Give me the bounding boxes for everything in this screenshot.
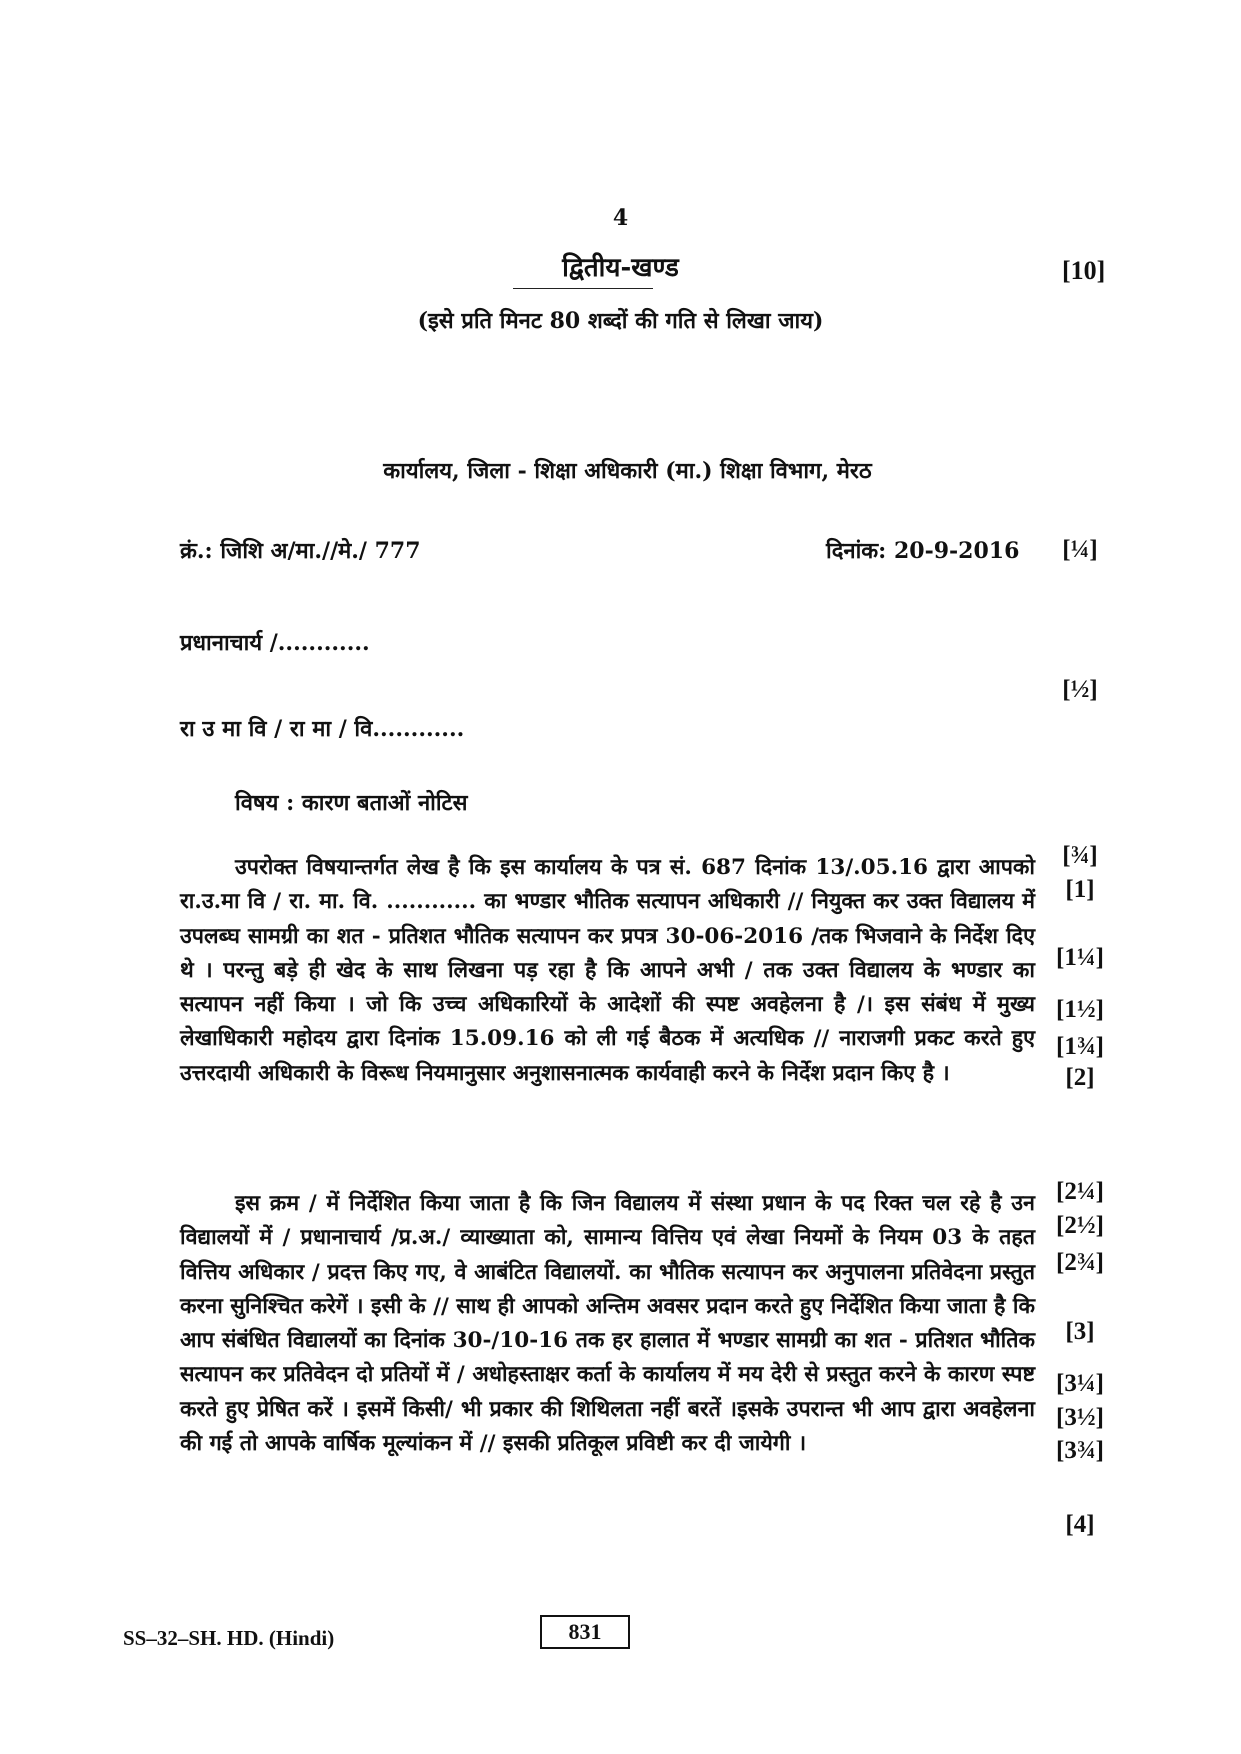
- paper-code: SS–32–SH. HD. (Hindi): [123, 1626, 335, 1650]
- mark-half: [½]: [1062, 676, 1098, 703]
- mark-1: [1]: [1065, 876, 1095, 903]
- mark-quarter: [¼]: [1062, 536, 1098, 563]
- letter-date: दिनांक: 20-9-2016: [826, 538, 1020, 564]
- mark-4: [4]: [1065, 1511, 1095, 1538]
- mark-2-quarter: [2¼]: [1056, 1178, 1104, 1205]
- mark-3-three-quarter: [3¾]: [1056, 1437, 1104, 1464]
- office-heading: कार्यालय, जिला - शिक्षा अधिकारी (मा.) शिक्षा विभाग, मेरठ: [383, 458, 872, 484]
- mark-three-quarter: [¾]: [1062, 842, 1098, 869]
- mark-2-three-quarter: [2¾]: [1056, 1249, 1104, 1276]
- mark-2: [2]: [1065, 1064, 1095, 1091]
- addressee-principal: प्रधानाचार्य /............: [180, 630, 370, 656]
- section-title-underline: [513, 288, 653, 289]
- letter-paragraph-2: [180, 1187, 1035, 1461]
- addressee-school: रा उ मा वि / रा मा / वि............: [180, 716, 465, 742]
- mark-3-quarter: [3¼]: [1056, 1370, 1104, 1397]
- mark-2-half: [2½]: [1056, 1212, 1104, 1239]
- letter-subject: विषय : कारण बताओं नोटिस: [235, 790, 468, 816]
- section-marks: [10]: [1062, 256, 1106, 285]
- mark-3-half: [3½]: [1056, 1404, 1104, 1431]
- reference-number: क्रं.: जिशि अ/मा.//मे./ 777: [180, 538, 421, 564]
- page-number: 4: [612, 205, 629, 231]
- letter-paragraph-1: [180, 851, 1035, 1091]
- footer-page-number: 831: [540, 1615, 630, 1649]
- paragraph-2-text: इस क्रम / में निर्देशित किया जाता है कि जिन विद्यालय में संस्था प्रधान के पद रिक्त चल रहे है उन विद्यालयों में / प्रधानाचार्य /प्र.अ./ व्याख्याता को, सामान्य वित्तिय एवं लेखा नियमों के नियम 03 के तहत वित्तिय अधिकार / प्रदत्त किए गए, वे आबंटित विद्यालयों. का भौतिक सत्यापन कर अनुपालना प्रतिवेदना प्रस्तुत करना सुनिश्चित करेगें । इसी के // साथ ही आपको अन्तिम अवसर प्रदान करते हुए निर्देशित किया जाता है कि आप संबंधित विद्यालयों का दिनांक 30-/10-16 तक हर हालात में भण्डार सामग्री का शत - प्रतिशत भौतिक सत्यापन कर प्रतिवेदन दो प्रतियों में / अधोहस्ताक्षर कर्ता के कार्यालय में मय देरी से प्रस्तुत करने के कारण स्पष्ट करते हुए प्रेषित करें । इसमें किसी/ भी प्रकार की शिथिलता नहीं बरतें ।इसके उपरान्त भी आप द्वारा अवहेलना की गई तो आपके वार्षिक मूल्यांकन में // इसकी प्रतिकूल प्रविष्टी कर दी जायेगी ।: [180, 1191, 1035, 1457]
- mark-1-half: [1½]: [1056, 996, 1104, 1023]
- mark-3: [3]: [1065, 1318, 1095, 1345]
- mark-1-three-quarter: [1¾]: [1056, 1033, 1104, 1060]
- paragraph-1-text: उपरोक्त विषयान्तर्गत लेख है कि इस कार्यालय के पत्र सं. 687 दिनांक 13/.05.16 द्वारा आपको रा.उ.मा वि / रा. मा. वि. ............ का भण्डार भौतिक सत्यापन अधिकारी // नियुक्त कर उक्त विद्यालय में उपलब्घ सामग्री का शत - प्रतिशत भौतिक सत्यापन कर प्रपत्र 30-06-2016 /तक भिजवाने के निर्देश दिए थे । परन्तु बड़े ही खेद के साथ लिखना पड़ रहा है कि आपने अभी / तक उक्त विद्यालय के भण्डार का सत्यापन नहीं किया । जो कि उच्च अधिकारियों के आदेशों की स्पष्ट अवहेलना है /। इस संबंध में मुख्य लेखाधिकारी महोदय द्वारा दिनांक 15.09.16 को ली गई बैठक में अत्यधिक // नाराजगी प्रकट करते हुए उत्तरदायी अधिकारी के विरूध नियमानुसार अनुशासनात्मक कार्यवाही करने के निर्देश प्रदान किए है ।: [180, 855, 1035, 1086]
- mark-1-quarter: [1¼]: [1056, 944, 1104, 971]
- dictation-instruction: (इसे प्रति मिनट 80 शब्दों की गति से लिखा जाय): [417, 308, 824, 334]
- section-title: द्वितीय-खण्ड: [562, 253, 679, 283]
